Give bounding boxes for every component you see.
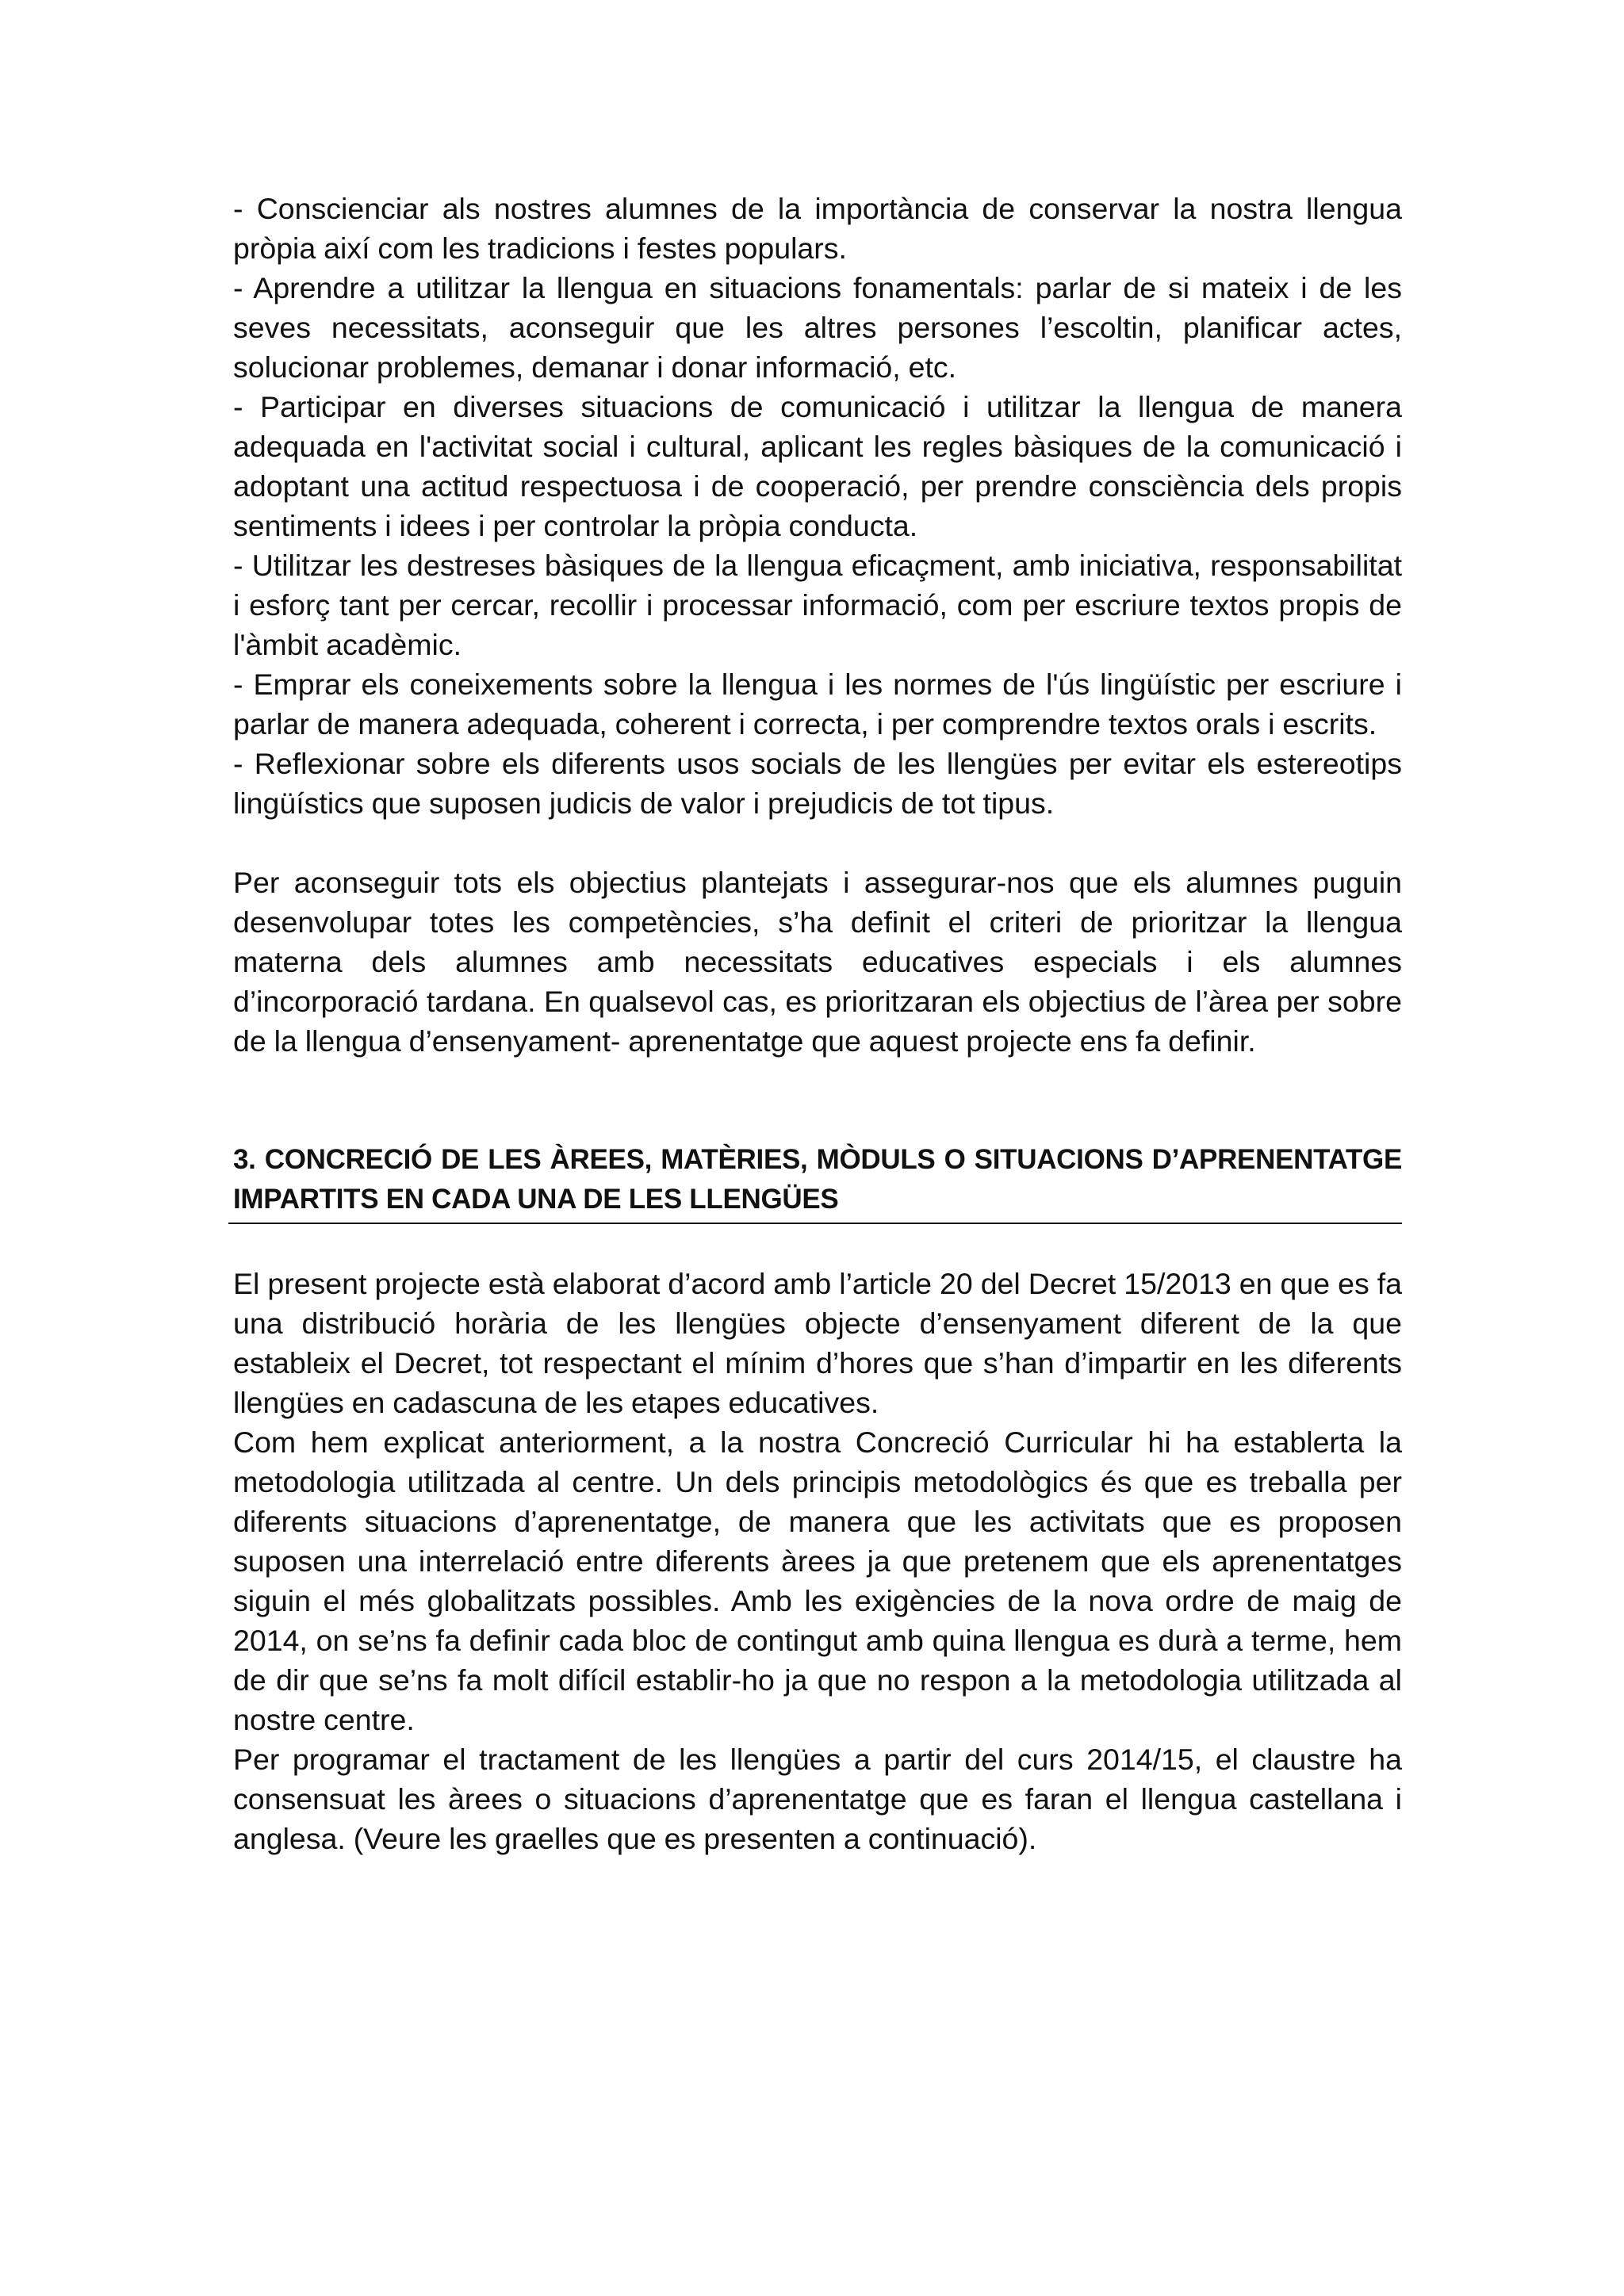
objective-item: - Reflexionar sobre els diferents usos socials de les llengües per evitar els estereotips lingüístics que suposen judicis de valor i prejudicis de tot tipus. — [233, 747, 1402, 820]
section-paragraph: Per programar el tractament de les llengües a partir del curs 2014/15, el claustre ha consensuat les àrees o situacions d’aprenentatge que es faran el llengua castellana i anglesa. (Veure les graelles que es presenten a continuació). — [233, 1743, 1402, 1855]
priority-paragraph: Per aconseguir tots els objectius plantejats i assegurar-nos que els alumnes puguin desenvolupar totes les competències, s’ha definit el criteri de prioritzar la llengua materna dels alumnes amb necessitats educatives especials i els alumnes d’incorporació tardana. En qualsevol cas, es prioritzaran els objectius de l’àrea per sobre de la llengua d’ensenyament- aprenentatge que aquest projecte ens fa definir. — [233, 866, 1402, 1058]
objective-item: - Aprendre a utilitzar la llengua en situacions fonamentals: parlar de si mateix i de les seves necessitats, aconseguir que les altres persones l’escoltin, planificar actes, solucionar problemes, demanar i donar informació, etc. — [233, 271, 1402, 384]
section-body — [233, 1264, 1402, 1858]
objectives-list — [233, 189, 1402, 823]
objective-item: - Conscienciar als nostres alumnes de la importància de conservar la nostra llengua pròpia així com les tradicions i festes populars. — [233, 192, 1402, 265]
spacer — [233, 1061, 1402, 1140]
section-paragraph: El present projecte està elaborat d’acord amb l’article 20 del Decret 15/2013 en que es fa una distribució horària de les llengües objecte d’ensenyament diferent de la que estableix el Decret, tot respectant el mínim d’hores que s’han d’impartir en les diferents llengües en cadascuna de les etapes educatives. — [233, 1267, 1402, 1419]
objective-item: - Utilitzar les destreses bàsiques de la llengua eficaçment, amb iniciativa, responsabilitat i esforç tant per cercar, recollir i processar informació, com per escriure textos propis de l'àmbit acadèmic. — [233, 549, 1402, 661]
objective-item: - Emprar els coneixements sobre la llengua i les normes de l'ús lingüístic per escriure i parlar de manera adequada, coherent i correcta, i per comprendre textos orals i escrits. — [233, 668, 1402, 740]
page-content — [233, 189, 1402, 1858]
objective-item: - Participar en diverses situacions de comunicació i utilitzar la llengua de manera adequada en l'activitat social i cultural, aplicant les regles bàsiques de la comunicació i adoptant una actitud respectuosa i de cooperació, per prendre consciència dels propis sentiments i idees i per controlar la pròpia conducta. — [233, 390, 1402, 542]
section-paragraph: Com hem explicat anteriorment, a la nostra Concreció Curricular hi ha establerta la metodologia utilitzada al centre. Un dels principis metodològics és que es treballa per diferents situacions d’aprenentatge, de manera que les activitats que es proposen suposen una interrelació entre diferents àrees ja que pretenem que els aprenentatges siguin el més globalitzats possibles. Amb les exigències de la nova ordre de maig de 2014, on se’ns fa definir cada bloc de contingut amb quina llengua es durà a terme, hem de dir que se’ns fa molt difícil establir-ho ja que no respon a la metodologia utilitzada al nostre centre. — [233, 1425, 1402, 1736]
heading-underline — [228, 1223, 1402, 1224]
spacer — [233, 1224, 1402, 1264]
section-heading: 3. CONCRECIÓ DE LES ÀREES, MATÈRIES, MÒDULS O SITUACIONS D’APRENENTATGE IMPARTITS EN CADA UNA DE LES LLENGÜES — [233, 1144, 1402, 1215]
spacer — [233, 823, 1402, 863]
